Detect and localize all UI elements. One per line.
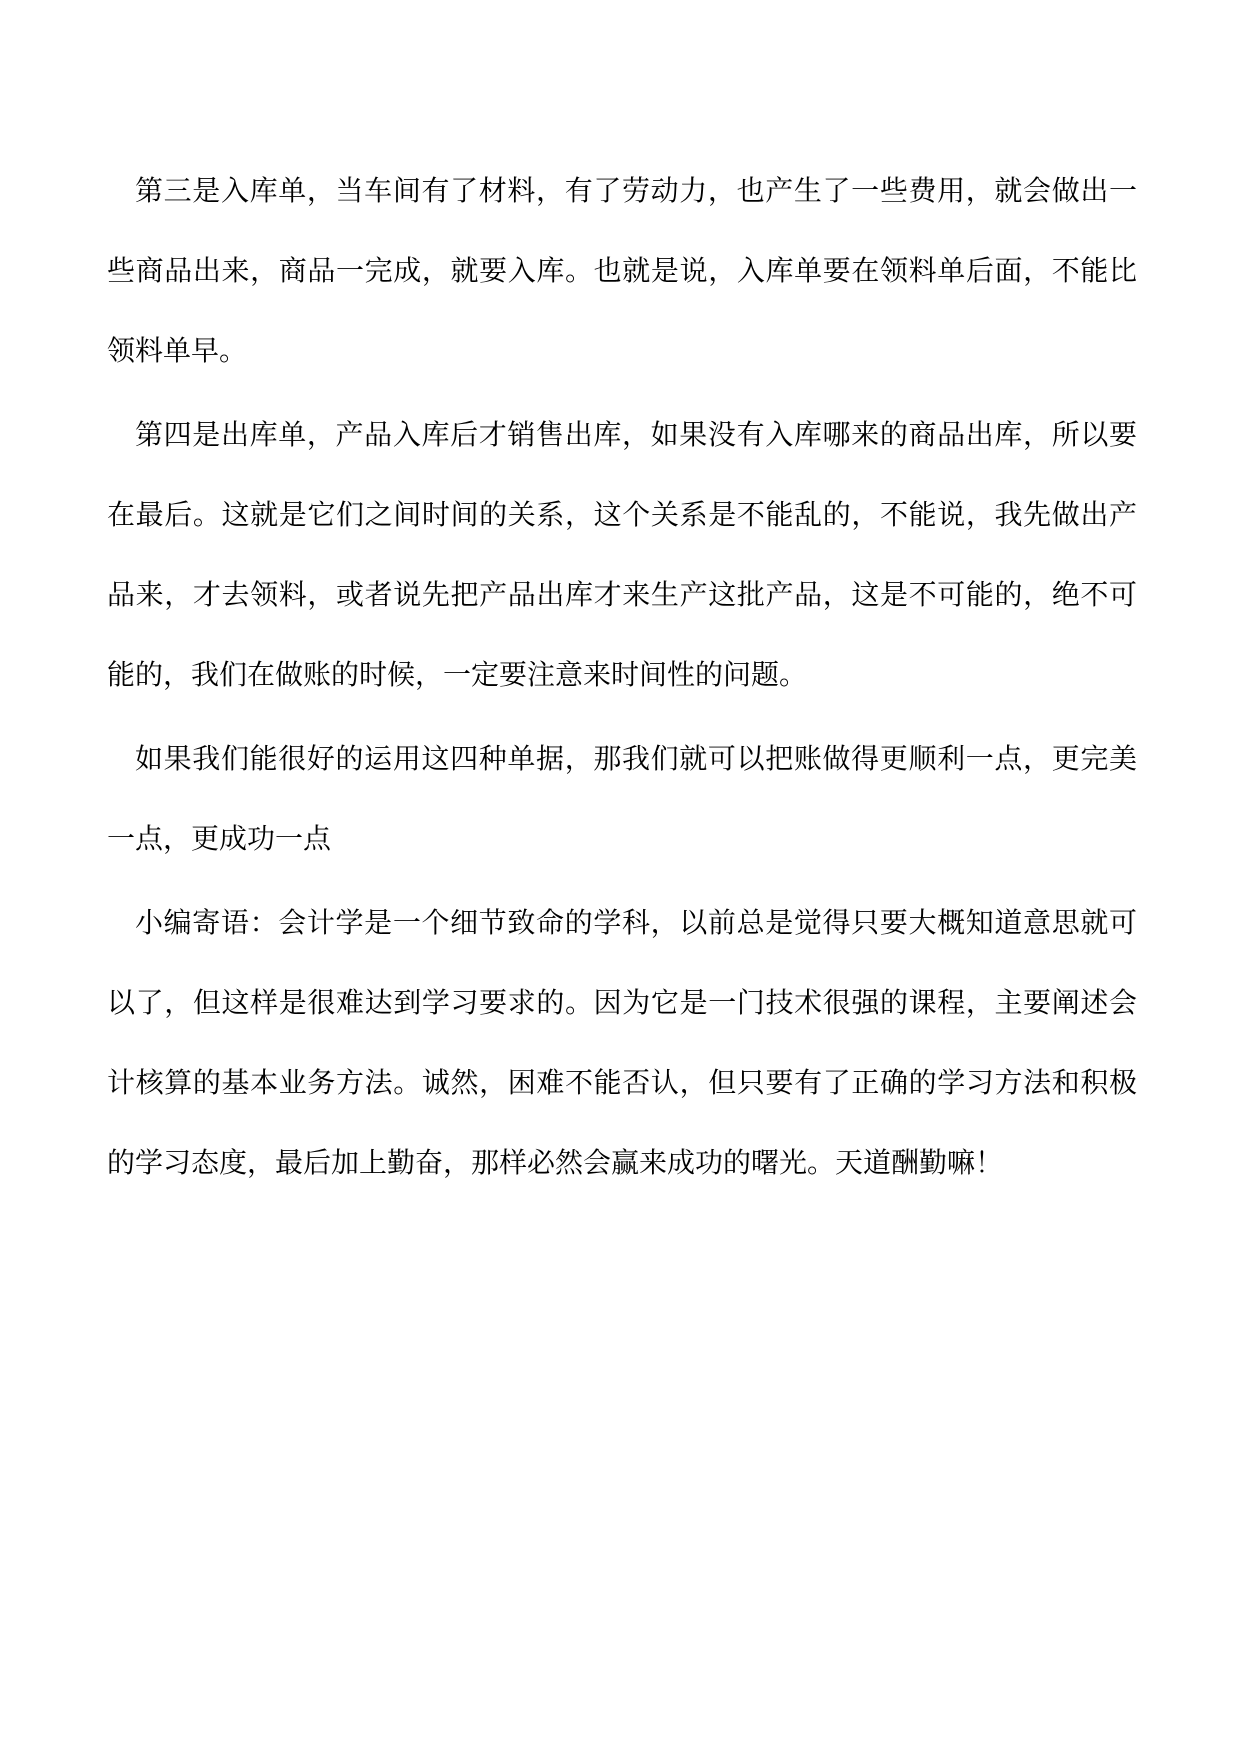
paragraph-receipt-slip: 第三是入库单，当车间有了材料，有了劳动力，也产生了一些费用，就会做出一些商品出来，商品一完成，就要入库。也就是说，入库单要在领料单后面，不能比领料单早。	[107, 174, 1137, 367]
paragraph-four-documents: 如果我们能很好的运用这四种单据，那我们就可以把账做得更顺利一点，更完美一点，更成功一点	[107, 742, 1137, 855]
paragraph-editor-note: 小编寄语：会计学是一个细节致命的学科，以前总是觉得只要大概知道意思就可以了，但这样是很难达到学习要求的。因为它是一门技术很强的课程，主要阐述会计核算的基本业务方法。诚然，困难不能否认，但只要有了正确的学习方法和积极的学习态度，最后加上勤奋，那样必然会赢来成功的曙光。天道酬勤嘛！	[107, 906, 1137, 1179]
paragraph-issue-slip: 第四是出库单，产品入库后才销售出库，如果没有入库哪来的商品出库，所以要在最后。这就是它们之间时间的关系，这个关系是不能乱的，不能说，我先做出产品来，才去领料，或者说先把产品出库才来生产这批产品，这是不可能的，绝不可能的，我们在做账的时候，一定要注意来时间性的问题。	[107, 418, 1137, 691]
